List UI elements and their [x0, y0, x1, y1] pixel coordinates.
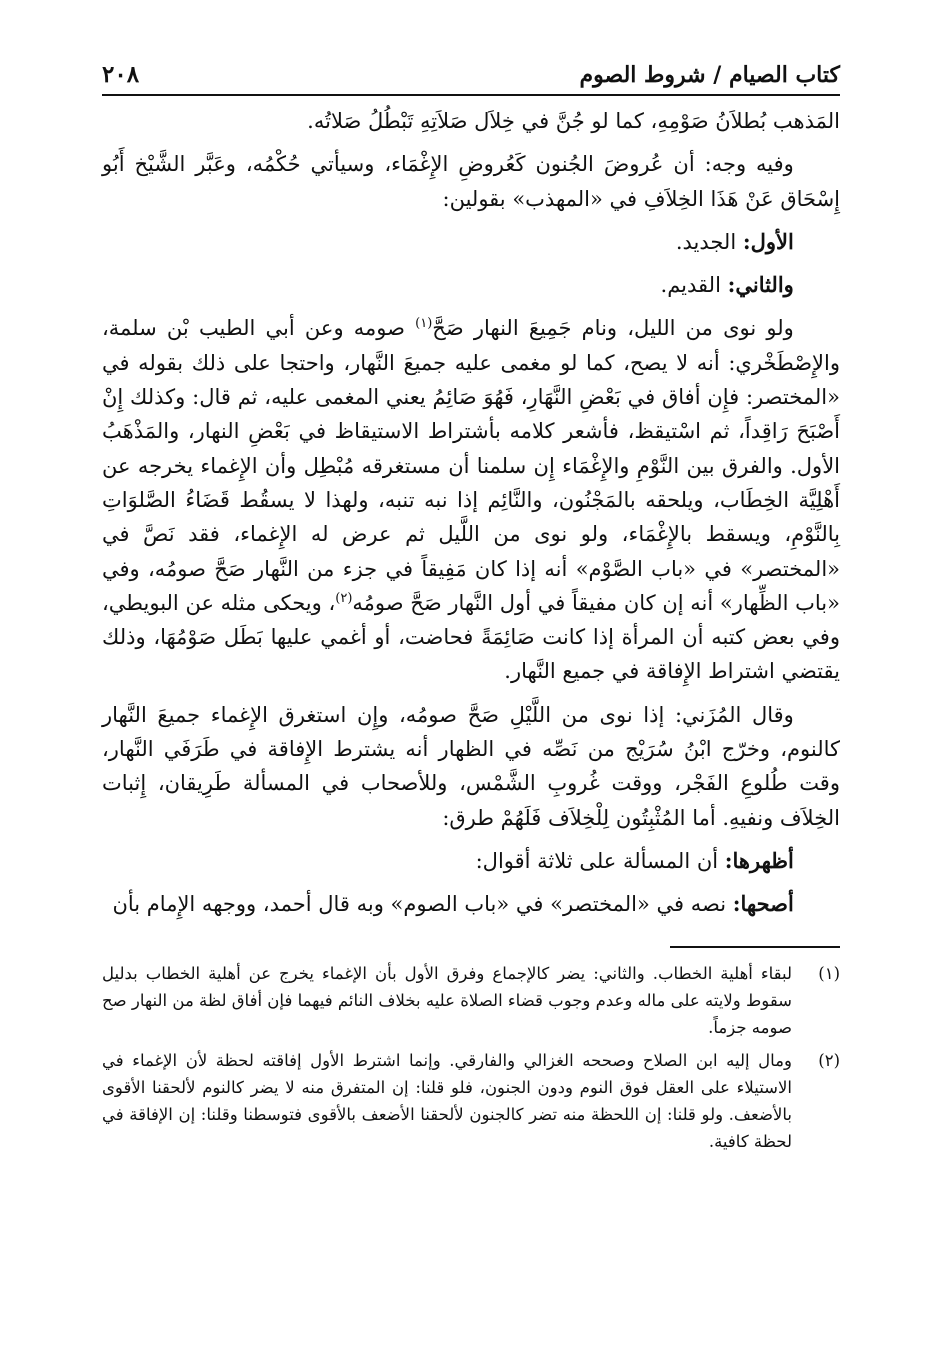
main-text	[102, 104, 840, 922]
paragraph-text: نصه في «المختصر» في «باب الصوم» وبه قال أحمد، ووجهه الإِمام بأن	[112, 892, 733, 917]
paragraph-lead: أصحها:	[732, 891, 794, 917]
paragraph	[102, 887, 840, 921]
footnote-marker: (١)	[818, 963, 840, 983]
paragraph	[102, 268, 840, 302]
footnote-reference[interactable]: (٢)	[335, 590, 353, 606]
page-header	[102, 46, 840, 96]
paragraph-text: ، ويحكى مثله عن البويطي، وفي بعض كتبه أن المرأة إذا كانت صَائِمَةً فحاضت، أو أغمي عليها بَطَل صَوْمُهَا، وذلك يقتضي اشتراط الإِفاقة في جميع النَّهار.	[102, 590, 840, 684]
page-number: ٢٠٨	[102, 61, 140, 88]
footnote-reference[interactable]: (١)	[415, 316, 433, 332]
paragraph	[102, 225, 840, 259]
footnote	[102, 960, 840, 1041]
paragraph-lead: والثاني:	[727, 272, 794, 298]
paragraph	[102, 311, 840, 688]
running-title: كتاب الصيام / شروط الصوم	[579, 62, 840, 88]
paragraph-text: أن المسألة على ثلاثة أقوال:	[475, 848, 725, 873]
footnote-text: لبقاء أهلية الخطاب. والثاني: يضر كالإجماع وفرق الأول بأن الإغماء يخرج عن أهلية الخطاب بدليل سقوط ولايته على ماله وعدم وجوب قضاء الصلاة عليه بخلاف النائم فيهما فإن أفاق لظة من النهار صح صومه جزماً.	[102, 963, 792, 1037]
paragraph: المَذهب بُطلاَنُ صَوْمِهِ، كما لو جُنَّ في خِلاَل صَلاَتِهِ تَبْطُلُ صَلاتُه.	[307, 109, 840, 133]
paragraph-text: صومه وعن أبي الطيب بْن سلمة، والإِصْطَخْري: أنه لا يصح، كما لو مغمى عليه جميعَ النَّهار، واحتجا على ذلك بقوله في «المختصر: فإِن أفاق في بَعْضِ النَّهَارِ، فَهُوَ صَائِمُ يعني المغمى عليه، ثم قال: وكذلك إِنْ أَصْبَحَ رَاقِداً، ثم اسْتيقظ، فأشعر كلامه بأشتراط الاستيقاظ في بَعْضِ النهار، والمَذْهَبُ الأول. والفرق بين النَّوْمِ والإِغْمَاء إِن سلمنا أن مستغرقه مُبْطِل وأن الإِغماء يخرجه عن أَهْلِيَّة الخِطَاب، ويلحقه بالمَجْنُون، والنَّائِم إذا نبه تنبه، ولهذا لا يسقُط قَضَاءُ الصَّلوَاتِ بِالنَّوْمِ، ويسقط بالإِغْمَاء، ولو نوى من اللَّيل ثم عرض له الإِغماء، فقد نَصَّ في «المختصر» في «باب الصَّوْم» أنه إذا كان مَفِيقاً في جزء من النَّهار صَحَّ صومُه، وفي «باب الظِّهار» أنه إن كان مفيقاً في أول النَّهار صَحَّ صومُه	[102, 316, 840, 615]
footnote-marker: (٢)	[818, 1050, 840, 1070]
paragraph: وقال المُزَني: إذا نوى من اللَّيْلِ صَحَّ صومُه، وإِن استغرق الإِغماء جميعَ النَّهار كالنوم، وخرّج ابْنُ سُرَيْج من نَصِّه في الظهار أنه يشترط الإِفاقة في طَرَفَي النَّهار، وقت طُلوعِ الفَجْر، ووقت غُروبِ الشَّمْس، وللأصحاب في المسألة طَرِيقان، إِثبات الخِلاَف ونفيهِ. أما المُثْبِتُون لِلْخِلاَف فَلَهُمْ طرق:	[102, 702, 840, 830]
footnote	[102, 1047, 840, 1155]
paragraph: وفيه وجه: أن عُروضَ الجُنون كَعُروضِ الإِغْمَاء، وسيأتي حُكْمُه، وعَبَّر الشَّيْخ أَبُو إِسْحَاق عَنْ هَذَا الخِلاَفِ في «المهذب» بقولين:	[102, 152, 840, 211]
footnote-text: ومال إليه ابن الصلاح وصححه الغزالي والفارقي. وإنما اشترط الأول إفاقته لحظة لأن الإغماء في الاستيلاء على العقل فوق النوم ودون الجنون، فلو قلنا: إن المتفرق منه لا يضر كالنوم لألحقنا الأقوى بالأضعف. ولو قلنا: إن اللحظة منه تضر كالجنون لألحقنا الأضعف بالأقوى فتوسطنا وقلنا: إن الإفاقة في لحظة كافية.	[102, 1050, 792, 1151]
paragraph	[102, 844, 840, 878]
paragraph-text: ولو نوى من الليل، ونام جَمِيعَ النهار صَحَّ	[432, 316, 794, 341]
footnote-divider	[670, 946, 840, 948]
paragraph-lead: أظهرها:	[724, 847, 794, 873]
footnotes	[102, 960, 840, 1155]
paragraph-lead: الأول:	[742, 228, 794, 254]
paragraph-text: القديم.	[660, 273, 728, 298]
paragraph-text: الجديد.	[675, 229, 743, 254]
